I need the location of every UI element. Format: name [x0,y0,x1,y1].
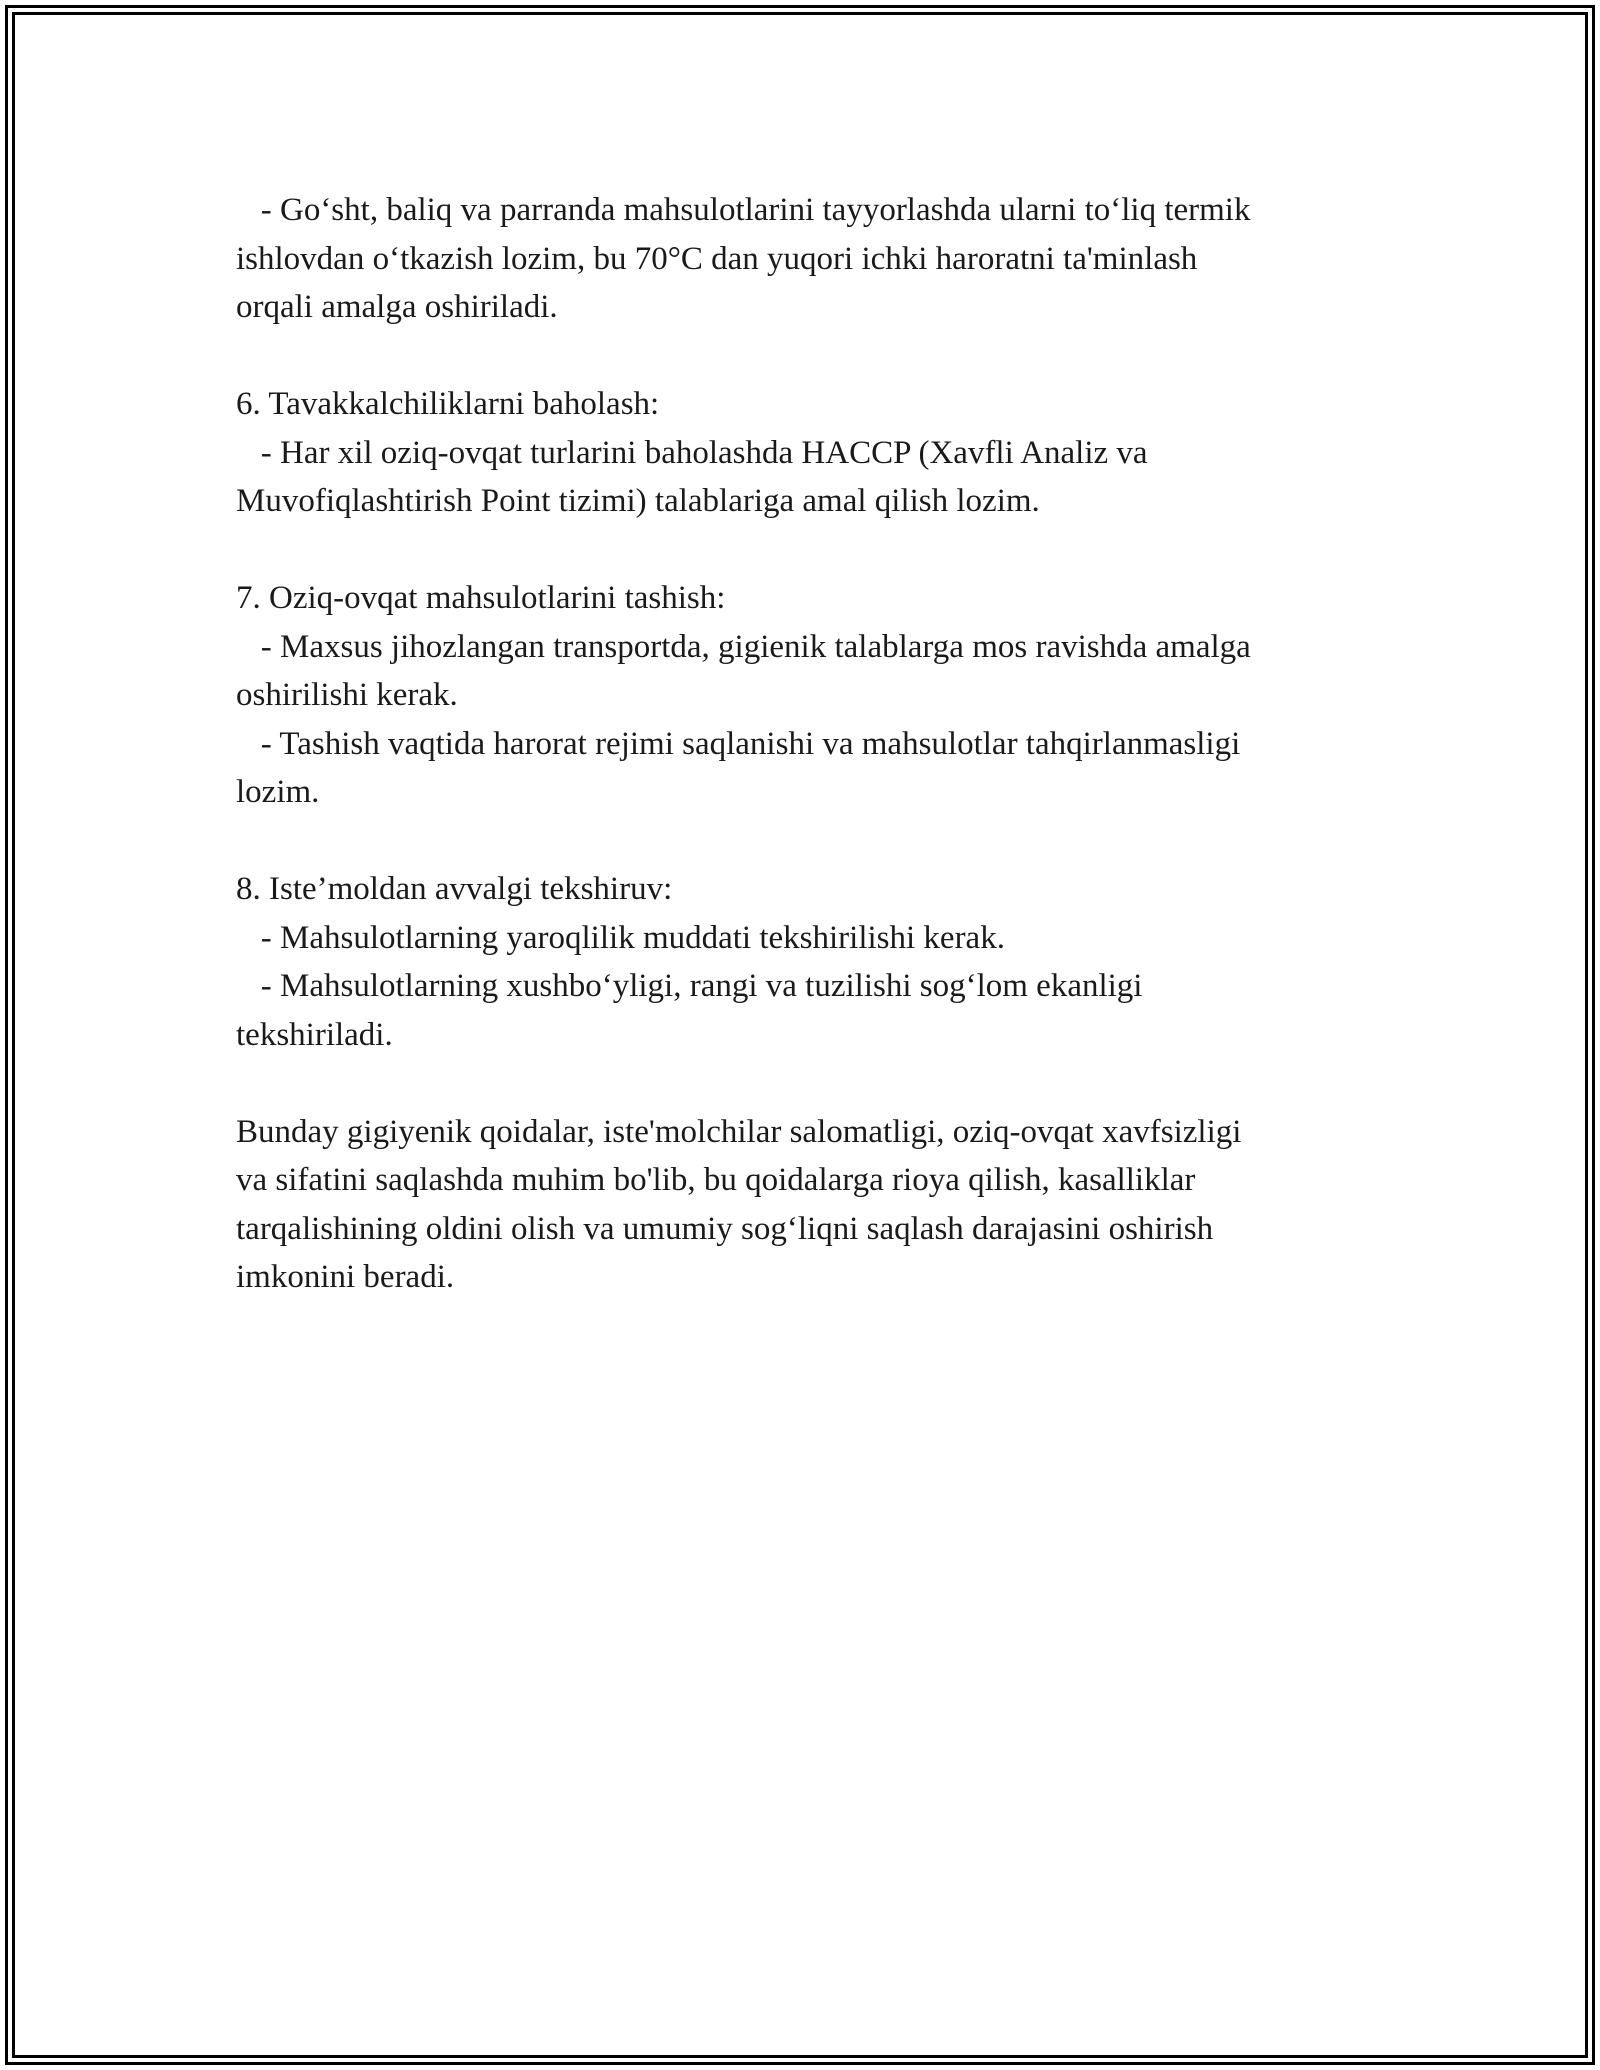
section-heading: 6. Tavakkalchiliklarni baholash: [236,386,660,422]
text-line: - Har xil oziq-ovqat turlarini baholashda HACCP (Xavfli Analiz va [236,434,1148,471]
text-line: imkonini beradi. [236,1259,455,1295]
paragraph-gap [236,332,1376,381]
paragraph-gap [236,1059,1376,1108]
text-line: orqali amalga oshiriladi. [236,289,558,325]
text-line: tarqalishining oldini olish va umumiy sog‘liqni saqlash darajasini oshirish [236,1210,1214,1247]
section-heading: 7. Oziq-ovqat mahsulotlarini tashish: [236,580,726,616]
document-body [236,186,1376,1302]
text-line: va sifatini saqlashda muhim bo'lib, bu qoidalarga rioya qilish, kasalliklar [236,1162,1196,1198]
text-line: Bunday gigiyenik qoidalar, iste'molchilar salomatligi, oziq-ovqat xavfsizligi [236,1113,1242,1150]
section-heading: 8. Iste’moldan avvalgi tekshiruv: [236,871,673,907]
text-line: - Go‘sht, baliq va parranda mahsulotlarini tayyorlashda ularni to‘liq termik [236,192,1251,228]
text-line: tekshiriladi. [236,1016,393,1053]
text-line: ishlovdan o‘tkazish lozim, bu 70°C dan yuqori ichki haroratni ta'minlash [236,240,1198,277]
paragraph-gap [236,526,1376,575]
text-line: - Mahsulotlarning yaroqlilik muddati tekshirilishi kerak. [236,919,1005,956]
text-line: oshirilishi kerak. [236,677,458,713]
text-line: lozim. [236,774,320,810]
text-line: Muvofiqlashtirish Point tizimi) talablariga amal qilish lozim. [236,483,1040,519]
text-line: - Maxsus jihozlangan transportda, gigienik talablarga mos ravishda amalga [236,628,1251,665]
text-line: - Mahsulotlarning xushbo‘yligi, rangi va tuzilishi sog‘lom ekanligi [236,968,1143,1004]
paragraph-gap [236,817,1376,866]
text-line: - Tashish vaqtida harorat rejimi saqlanishi va mahsulotlar tahqirlanmasligi [236,725,1241,762]
